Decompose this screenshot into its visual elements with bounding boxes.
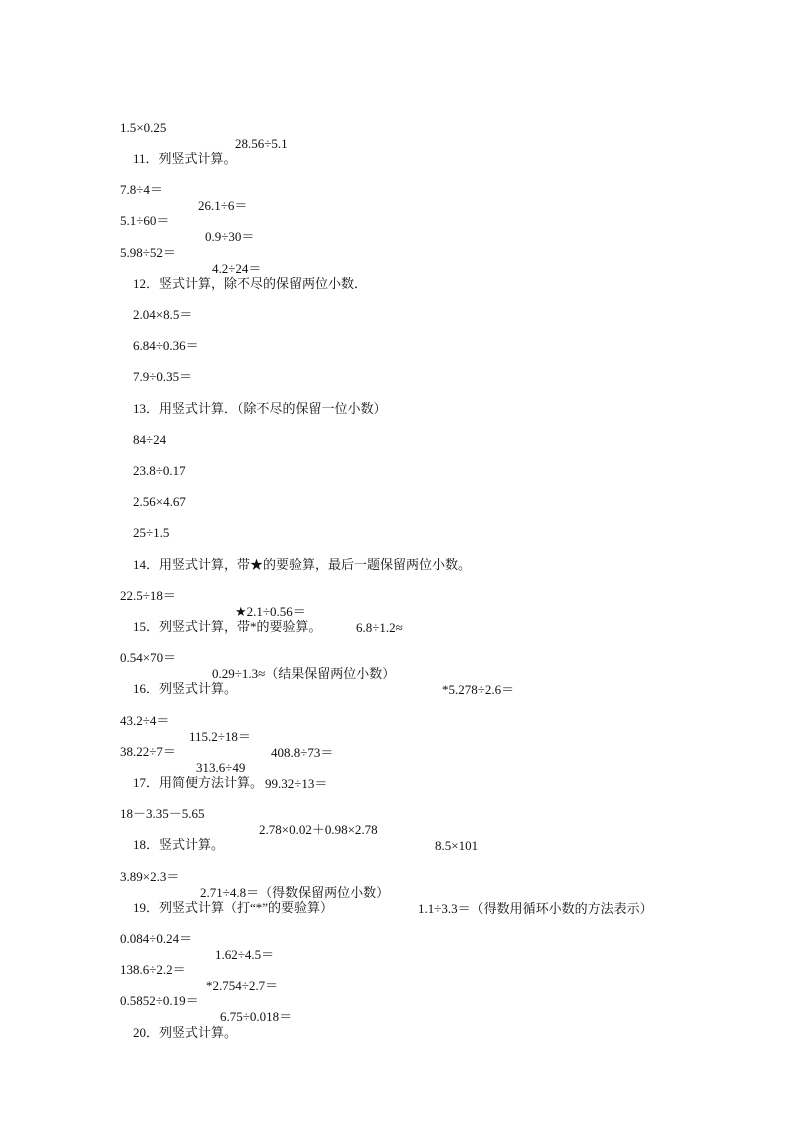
problem: *5.278÷2.6＝ (442, 682, 515, 697)
heading-text: 15．列竖式计算，带*的要验算。 (133, 619, 322, 634)
problem: 0.29÷1.3≈（结果保留两位小数） (212, 666, 396, 681)
heading-text: 12．竖式计算，除不尽的保留两位小数． (133, 276, 368, 291)
problem: 5.98÷52＝ (120, 245, 176, 260)
problem: 313.6÷49 (196, 760, 246, 775)
problem: *2.754÷2.7＝ (206, 978, 279, 993)
problem: 1.1÷3.3＝（得数用循环小数的方法表示） (418, 901, 653, 916)
problem: 18－3.35－5.65 (120, 806, 205, 821)
heading-text: 16．列竖式计算。 (133, 681, 238, 696)
heading-text: 14．用竖式计算，带★的要验算，最后一题保留两位小数。 (133, 557, 472, 572)
problem: 25÷1.5 (133, 525, 170, 540)
problem: 99.32÷13＝ (265, 776, 328, 791)
heading-text: 20．列竖式计算。 (133, 1025, 238, 1040)
problem: 408.8÷73＝ (271, 745, 334, 760)
problem: 28.56÷5.1 (235, 136, 288, 151)
problem: 115.2÷18＝ (189, 729, 251, 744)
problem: 7.9÷0.35＝ (133, 369, 193, 384)
problem: 4.2÷24＝ (212, 261, 262, 276)
section-heading-11 (120, 135, 237, 183)
heading-text: 19．列竖式计算（打“*”的要验算） (133, 900, 334, 915)
problem: 8.5×101 (435, 838, 479, 853)
section-heading-14 (120, 541, 471, 589)
problem: 6.75÷0.018＝ (220, 1009, 293, 1024)
problem: 7.8÷4＝ (120, 182, 163, 197)
problem: 2.78×0.02＋0.98×2.78 (259, 822, 378, 837)
problem: 0.084÷0.24＝ (120, 931, 193, 946)
problem: 6.84÷0.36＝ (133, 338, 199, 353)
problem: 6.8÷1.2≈ (356, 620, 403, 635)
section-heading-15 (120, 603, 322, 651)
section-heading-17 (120, 759, 263, 807)
heading-text: 13．用竖式计算．（除不尽的保留一位小数） (133, 401, 387, 416)
problem: 22.5÷18＝ (120, 588, 176, 603)
heading-text: 18．竖式计算。 (133, 837, 225, 852)
problem: 2.04×8.5＝ (133, 307, 193, 322)
section-heading-20 (120, 1009, 237, 1057)
problem: 84÷24 (133, 432, 167, 447)
section-heading-18 (120, 821, 224, 869)
problem: 138.6÷2.2＝ (120, 962, 186, 977)
problem: 5.1÷60＝ (120, 213, 170, 228)
problem: 23.8÷0.17 (133, 463, 186, 478)
section-heading-16 (120, 665, 237, 713)
problem: 0.5852÷0.19＝ (120, 993, 199, 1008)
heading-text: 17．用简便方法计算。 (133, 775, 264, 790)
problem: 38.22÷7＝ (120, 744, 176, 759)
problem: 2.56×4.67 (133, 494, 186, 509)
problem: 1.5×0.25 (120, 120, 167, 135)
problem: 2.71÷4.8＝（得数保留两位小数） (200, 885, 390, 900)
problem: 3.89×2.3＝ (120, 869, 180, 884)
problem: 0.54×70＝ (120, 650, 177, 665)
heading-text: 11．列竖式计算。 (133, 151, 237, 166)
problem: 0.9÷30＝ (205, 229, 255, 244)
problem: 43.2÷4＝ (120, 713, 170, 728)
section-heading-19 (120, 884, 333, 932)
problem: 1.62÷4.5＝ (215, 947, 275, 962)
problem: ★2.1÷0.56＝ (235, 604, 306, 619)
problem: 26.1÷6＝ (198, 198, 248, 213)
